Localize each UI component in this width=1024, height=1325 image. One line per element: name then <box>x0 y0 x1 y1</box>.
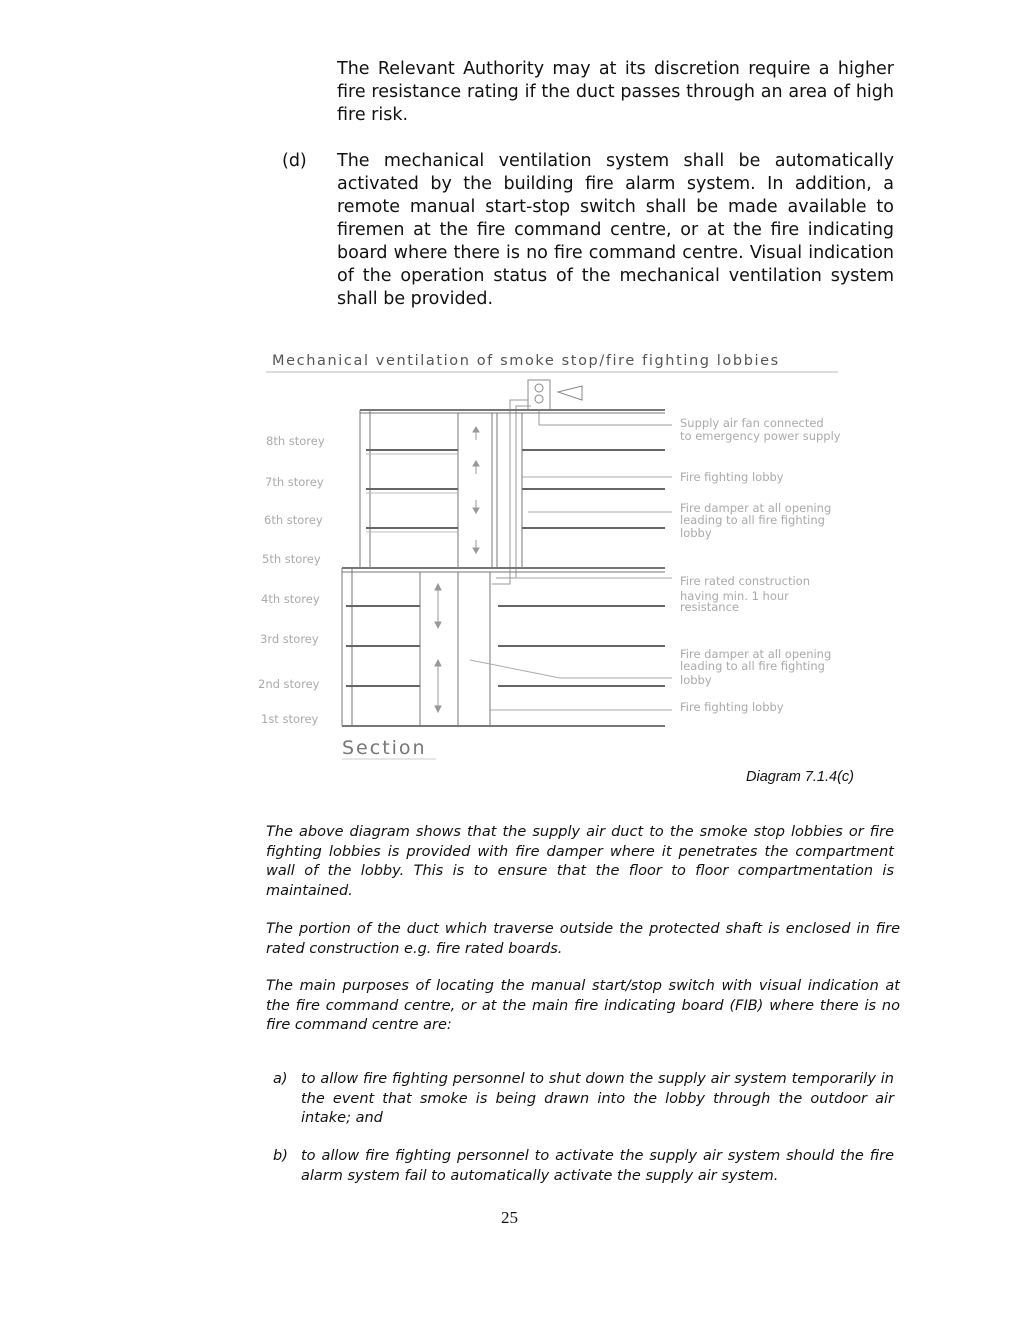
clause-d-marker: (d) <box>282 151 307 171</box>
note-paragraph-3: The main purposes of locating the manual start/stop switch with visual indication at the fire command centre, or at the main fire indicating board (FIB) where there is no fire command centre are: <box>266 978 900 1033</box>
annotation-supply-fan-2: to emergency power supply <box>680 429 841 443</box>
annotation-fire-rated-1: Fire rated construction <box>680 574 811 588</box>
annotation-damper-lower-1: Fire damper at all opening <box>680 647 832 661</box>
purpose-b-text: to allow fire fighting personnel to activate the supply air system should the fire alarm system fail to automatically activate the supply air system. <box>301 1148 894 1184</box>
annotation-damper-lower-2: leading to all fire fighting <box>680 659 825 673</box>
annotation-supply-fan-1: Supply air fan connected <box>680 416 824 430</box>
storey-label-1: 1st storey <box>261 712 319 726</box>
annotation-fire-rated-3: resistance <box>680 600 739 614</box>
intro-paragraph: The Relevant Authority may at its discretion require a higher fire resistance rating if the duct passes through an area of high fire risk. <box>337 59 894 125</box>
storey-label-3: 3rd storey <box>260 632 319 646</box>
purpose-a-text: to allow fire fighting personnel to shut down the supply air system temporarily in the event that smoke is being drawn into the lobby through the outdoor air intake; and <box>301 1071 894 1126</box>
diagram-caption: Diagram 7.1.4(c) <box>746 769 854 785</box>
page-number: 25 <box>501 1208 518 1227</box>
annotation-lobby-lower: Fire fighting lobby <box>680 700 784 714</box>
section-label: Section <box>342 737 427 759</box>
purpose-a-marker: a) <box>273 1071 288 1087</box>
diagram-title: Mechanical ventilation of smoke stop/fire fighting lobbies <box>272 353 780 369</box>
storey-label-2: 2nd storey <box>258 677 320 691</box>
annotation-fire-rated-2: having min. 1 hour <box>680 589 789 603</box>
purpose-b-marker: b) <box>273 1148 288 1164</box>
note-paragraph-1: The above diagram shows that the supply air duct to the smoke stop lobbies or fire fighting lobbies is provided with fire damper where it penetrates the compartment wall of the lobby. This is to ensure that the floor to floor compartmentation is maintained. <box>266 824 894 899</box>
annotation-damper-upper-2: leading to all fire fighting <box>680 513 825 527</box>
storey-label-8: 8th storey <box>266 434 325 448</box>
clause-d-text: The mechanical ventilation system shall be automatically activated by the building fire alarm system. In addition, a remote manual start-stop switch shall be made available to firemen at the fire command centre, or at the fire indicating board where there is no fire command centre. Visual indication of the operation status of the mechanical ventilation system shall be provided. <box>337 151 894 309</box>
annotation-damper-upper-3: lobby <box>680 526 712 540</box>
annotation-damper-lower-3: lobby <box>680 673 712 687</box>
annotation-damper-upper-1: Fire damper at all opening <box>680 501 832 515</box>
annotation-lobby-upper: Fire fighting lobby <box>680 470 784 484</box>
storey-label-6: 6th storey <box>264 513 323 527</box>
note-paragraph-2: The portion of the duct which traverse outside the protected shaft is enclosed in fire rated construction e.g. fire rated boards. <box>266 921 900 957</box>
storey-label-4: 4th storey <box>261 592 320 606</box>
supply-air-fan-icon <box>528 380 582 410</box>
storey-label-7: 7th storey <box>265 475 324 489</box>
storey-label-5: 5th storey <box>262 552 321 566</box>
